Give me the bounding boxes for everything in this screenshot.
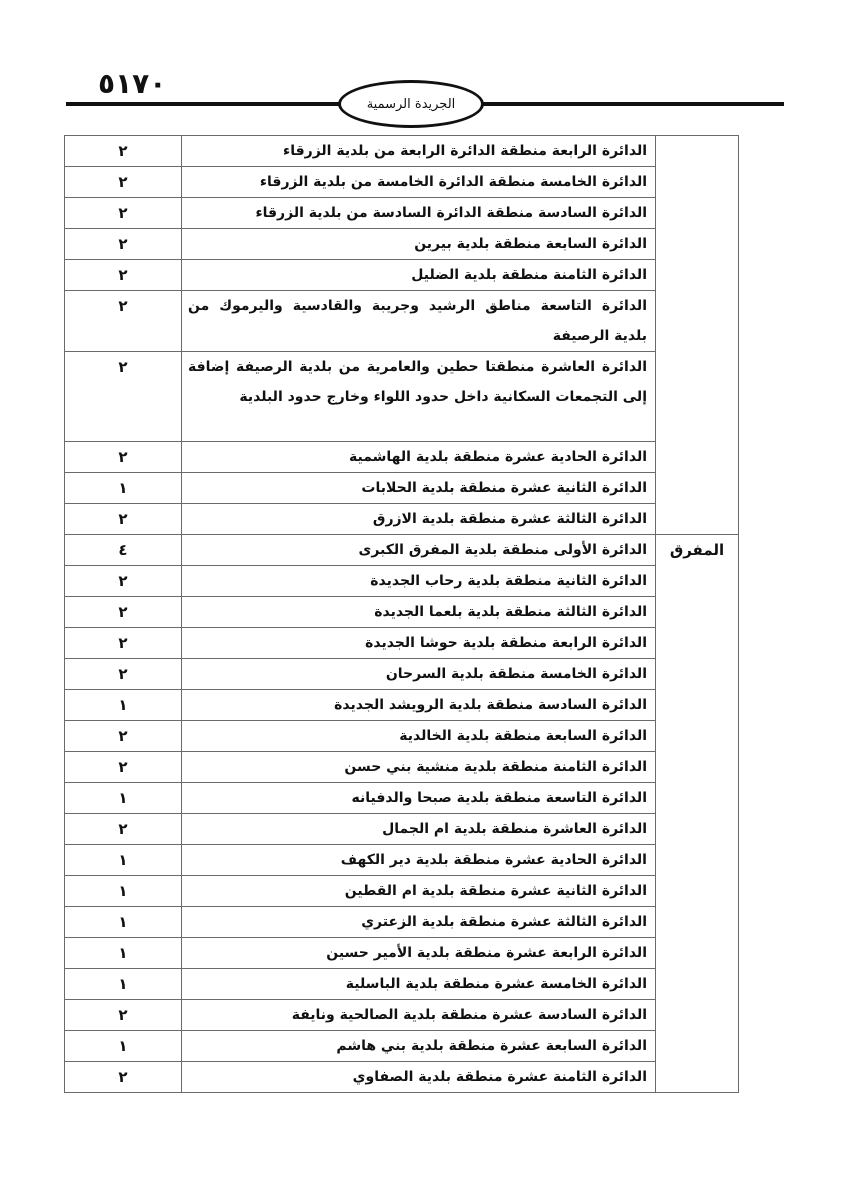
table-row (65, 535, 739, 566)
seats-count: ٢ (65, 291, 182, 352)
table-row (65, 845, 739, 876)
seats-count: ١ (65, 473, 182, 504)
seats-count: ٢ (65, 628, 182, 659)
table-row (65, 969, 739, 1000)
district-description: الدائرة العاشرة منطقة بلدية ام الجمال (182, 814, 656, 845)
district-description: الدائرة الثانية عشرة منطقة بلدية الحلابات (182, 473, 656, 504)
table-row (65, 229, 739, 260)
district-description: الدائرة العاشرة منطقتا حطين والعامرية من بلدية الرصيفة إضافة إلى التجمعات السكانية داخل حدود اللواء وخارج حدود البلدية (182, 352, 656, 442)
seats-count: ٢ (65, 198, 182, 229)
seats-count: ١ (65, 938, 182, 969)
seats-count: ١ (65, 876, 182, 907)
district-description: الدائرة السابعة منطقة بلدية بيرين (182, 229, 656, 260)
seats-count: ٢ (65, 504, 182, 535)
district-description: الدائرة الحادية عشرة منطقة بلدية دير الكهف (182, 845, 656, 876)
page-number: ٥١٧٠ (98, 67, 167, 100)
seats-count: ٢ (65, 721, 182, 752)
district-description: الدائرة السابعة منطقة بلدية الخالدية (182, 721, 656, 752)
table-row (65, 504, 739, 535)
seats-count: ٢ (65, 659, 182, 690)
seats-count: ١ (65, 1031, 182, 1062)
table-row (65, 291, 739, 352)
seats-count: ٤ (65, 535, 182, 566)
table-row (65, 1031, 739, 1062)
seats-count: ١ (65, 907, 182, 938)
seats-count: ١ (65, 845, 182, 876)
district-description: الدائرة الأولى منطقة بلدية المفرق الكبرى (182, 535, 656, 566)
table-row (65, 136, 739, 167)
seats-count: ٢ (65, 167, 182, 198)
table-row (65, 597, 739, 628)
seats-count: ١ (65, 783, 182, 814)
district-description: الدائرة الرابعة منطقة الدائرة الرابعة من بلدية الزرقاء (182, 136, 656, 167)
district-description: الدائرة الثالثة عشرة منطقة بلدية الازرق (182, 504, 656, 535)
table-row (65, 690, 739, 721)
district-description: الدائرة الرابعة منطقة بلدية حوشا الجديدة (182, 628, 656, 659)
governorate-name: المفرق (669, 541, 725, 559)
district-description: الدائرة الثامنة منطقة بلدية الضليل (182, 260, 656, 291)
table-row (65, 473, 739, 504)
district-description: الدائرة السادسة عشرة منطقة بلدية الصالحية ونايفة (182, 1000, 656, 1031)
table-row (65, 938, 739, 969)
district-description: الدائرة الرابعة عشرة منطقة بلدية الأمير حسين (182, 938, 656, 969)
table-row (65, 907, 739, 938)
district-description: الدائرة الثانية عشرة منطقة بلدية ام القطين (182, 876, 656, 907)
district-description: الدائرة التاسعة منطقة بلدية صبحا والدفيانه (182, 783, 656, 814)
table-row (65, 167, 739, 198)
district-description: الدائرة الخامسة منطقة بلدية السرحان (182, 659, 656, 690)
seats-count: ١ (65, 690, 182, 721)
district-description: الدائرة التاسعة مناطق الرشيد وجريبة والقادسية واليرموك من بلدية الرصيفة (182, 291, 656, 352)
table-row (65, 814, 739, 845)
district-description: الدائرة الخامسة عشرة منطقة بلدية الباسلية (182, 969, 656, 1000)
publication-title: الجريدة الرسمية (366, 96, 456, 112)
table-row (65, 1000, 739, 1031)
seats-count: ٢ (65, 352, 182, 442)
table-row (65, 1062, 739, 1093)
table-row (65, 260, 739, 291)
seats-count: ٢ (65, 1062, 182, 1093)
district-description: الدائرة الثامنة عشرة منطقة بلدية الصفاوي (182, 1062, 656, 1093)
governorate-cell (656, 136, 739, 535)
seats-count: ٢ (65, 597, 182, 628)
district-description: الدائرة الحادية عشرة منطقة بلدية الهاشمية (182, 442, 656, 473)
governorate-cell (656, 535, 739, 1093)
seats-count: ٢ (65, 1000, 182, 1031)
district-description: الدائرة الثالثة عشرة منطقة بلدية الزعتري (182, 907, 656, 938)
publication-title-oval (338, 80, 484, 128)
seats-count: ٢ (65, 442, 182, 473)
seats-count: ١ (65, 969, 182, 1000)
district-description: الدائرة الثالثة منطقة بلدية بلعما الجديدة (182, 597, 656, 628)
table-row (65, 659, 739, 690)
table-row (65, 783, 739, 814)
seats-count: ٢ (65, 229, 182, 260)
district-description: الدائرة السادسة منطقة الدائرة السادسة من بلدية الزرقاء (182, 198, 656, 229)
seats-count: ٢ (65, 752, 182, 783)
table-row (65, 352, 739, 442)
table-row (65, 198, 739, 229)
district-description: الدائرة الثانية منطقة بلدية رحاب الجديدة (182, 566, 656, 597)
table-row (65, 721, 739, 752)
district-description: الدائرة الثامنة منطقة بلدية منشية بني حسن (182, 752, 656, 783)
district-description: الدائرة السابعة عشرة منطقة بلدية بني هاشم (182, 1031, 656, 1062)
seats-count: ٢ (65, 566, 182, 597)
seats-count: ٢ (65, 260, 182, 291)
table-row (65, 876, 739, 907)
districts-table (64, 135, 739, 1093)
table-row (65, 566, 739, 597)
table-row (65, 628, 739, 659)
district-description: الدائرة السادسة منطقة بلدية الرويشد الجديدة (182, 690, 656, 721)
district-description: الدائرة الخامسة منطقة الدائرة الخامسة من بلدية الزرقاء (182, 167, 656, 198)
seats-count: ٢ (65, 814, 182, 845)
seats-count: ٢ (65, 136, 182, 167)
table-row (65, 752, 739, 783)
table-row (65, 442, 739, 473)
